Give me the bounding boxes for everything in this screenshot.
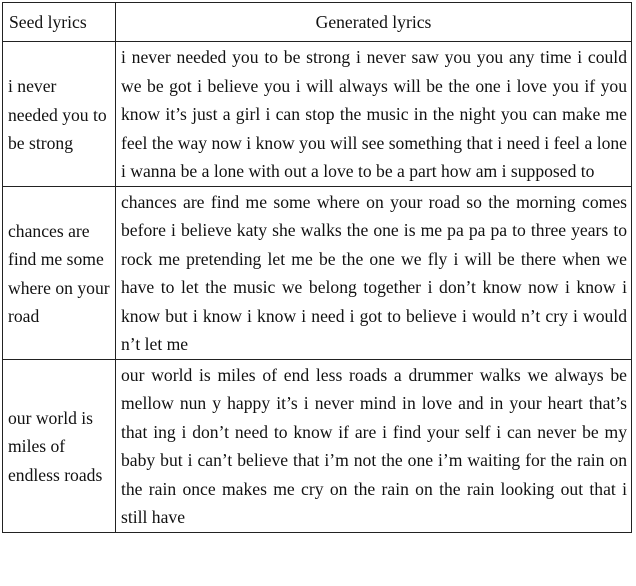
header-row	[3, 3, 632, 42]
table-row	[3, 42, 632, 187]
seed-lyrics-cell: our world is miles of endless roads	[3, 359, 116, 532]
seed-lyrics-cell: i never needed you to be strong	[3, 42, 116, 187]
generated-lyrics-header: Generated lyrics	[116, 3, 632, 42]
generated-lyrics-cell: our world is miles of end less roads a drummer walks we always be mellow nun y happy it’s i never mind in love and in your heart that’s that ing i don’t need to know if are i find your self i can never be my baby but i can’t believe that i’m not the one i’m waiting for the rain on the rain once makes me cry on the rain on the rain looking out that i still have	[116, 359, 632, 532]
seed-lyrics-header: Seed lyrics	[3, 3, 116, 42]
lyrics-table	[2, 2, 632, 533]
generated-lyrics-cell: i never needed you to be strong i never saw you you any time i could we be got i believe you i will always will be the one i love you if you know it’s just a girl i can stop the music in the night you can make me feel the way now i know you will see something that i need i feel a lone i wanna be a lone with out a love to be a part how am i supposed to	[116, 42, 632, 187]
table-row	[3, 359, 632, 532]
table-row	[3, 186, 632, 359]
seed-lyrics-cell: chances are find me some where on your road	[3, 186, 116, 359]
generated-lyrics-cell: chances are find me some where on your road so the morning comes before i believe katy she walks the one is me pa pa pa to three years to rock me pretending let me be the one we fly i will be there when we have to let the music we belong together i don’t know now i know i know but i know i know i need i got to believe i would n’t cry i would n’t let me	[116, 186, 632, 359]
